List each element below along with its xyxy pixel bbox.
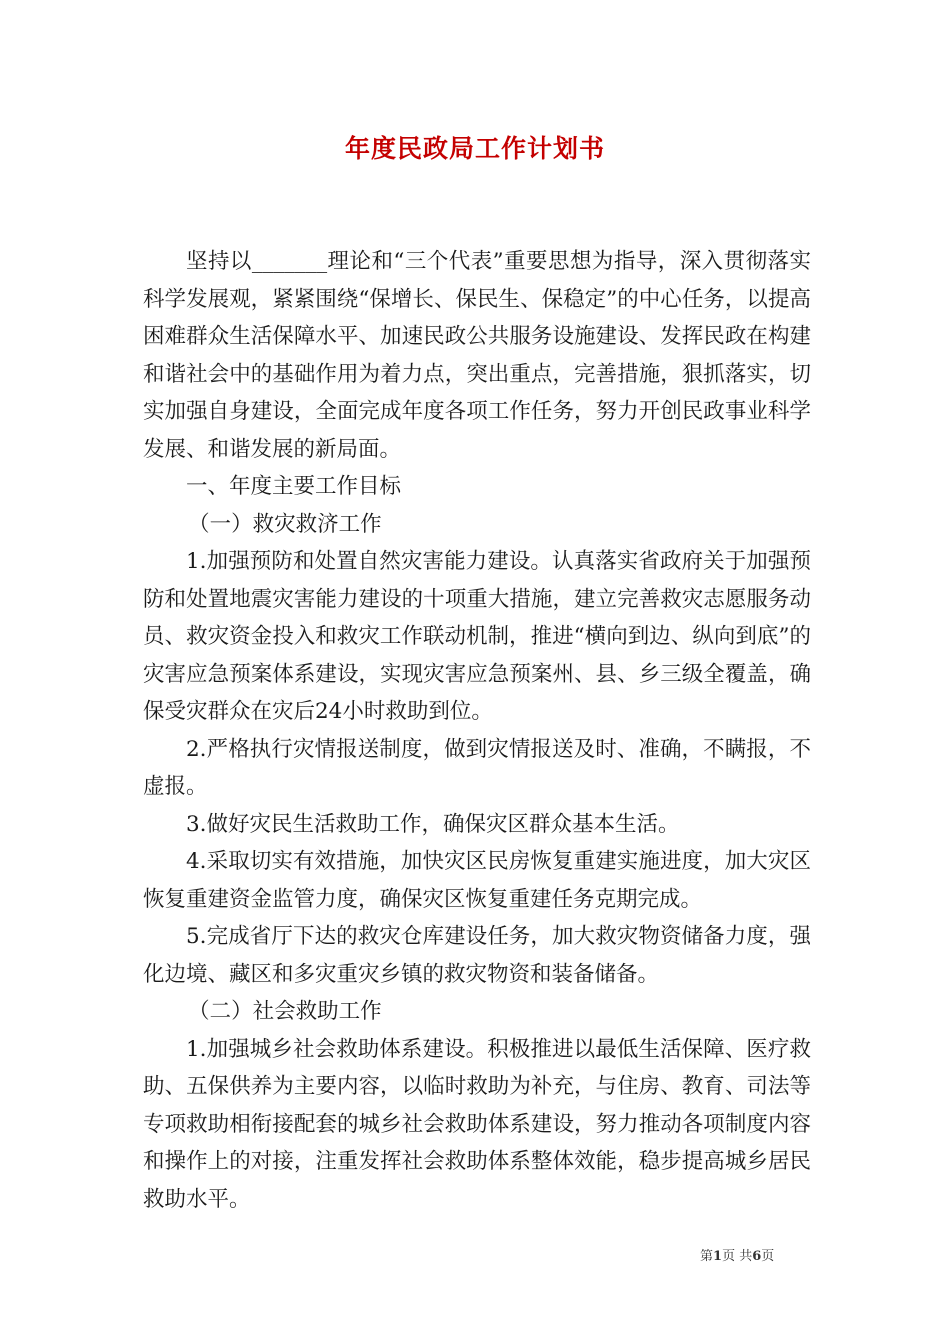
body-paragraph: 1.加强城乡社会救助体系建设。积极推进以最低生活保障、医疗救助、五保供养为主要内容，以临时救助为补充，与住房、教育、司法等专项救助相衔接配套的城乡社会救助体系建设，努力推动各项制度内容和操作上的对接，注重发挥社会救助体系整体效能，稳步提高城乡居民救助水平。 bbox=[143, 1036, 811, 1212]
footer-prefix: 第 bbox=[700, 1249, 714, 1264]
document-title: 年度民政局工作计划书 bbox=[344, 134, 605, 163]
section-heading: 一、年度主要工作目标 bbox=[186, 474, 402, 499]
body-paragraph: 1.加强预防和处置自然灾害能力建设。认真落实省政府关于加强预防和处置地震灾害能力建设的十项重大措施，建立完善救灾志愿服务动员、救灾资金投入和救灾工作联动机制，推进“横向到边、纵向到底”的灾害应急预案体系建设，实现灾害应急预案州、县、乡三级全覆盖，确保受灾群众在灾后24小时救助到位。 bbox=[143, 549, 811, 724]
current-page-number: 1 bbox=[713, 1249, 723, 1264]
body-paragraph: 3.做好灾民生活救助工作，确保灾区群众基本生活。 bbox=[186, 811, 680, 837]
body-paragraph: 5.完成省厅下达的救灾仓库建设任务，加大救灾物资储备力度，强化边境、藏区和多灾重灾乡镇的救灾物资和装备储备。 bbox=[143, 924, 811, 987]
intro-paragraph: 坚持以_______理论和“三个代表”重要思想为指导，深入贯彻落实科学发展观，紧紧围绕“保增长、保民生、保稳定”的中心任务，以提高困难群众生活保障水平、加速民政公共服务设施建设、发挥民政在构建和谐社会中的基础作用为着力点，突出重点，完善措施，狠抓落实，切实加强自身建设，全面完成年度各项工作任务，努力开创民政事业科学发展、和谐发展的新局面。 bbox=[143, 249, 811, 462]
page-number-footer bbox=[700, 1248, 810, 1266]
footer-suffix: 页 bbox=[761, 1249, 775, 1264]
subsection-heading: （一）救灾救济工作 bbox=[188, 511, 382, 537]
total-page-number: 6 bbox=[752, 1249, 762, 1264]
document-body bbox=[143, 243, 811, 1218]
body-paragraph: 4.采取切实有效措施，加快灾区民房恢复重建实施进度，加大灾区恢复重建资金监管力度，确保灾区恢复重建任务克期完成。 bbox=[143, 849, 811, 912]
footer-middle: 页 共 bbox=[722, 1249, 753, 1264]
subsection-heading: （二）社会救助工作 bbox=[188, 999, 382, 1024]
body-paragraph: 2.严格执行灾情报送制度，做到灾情报送及时、准确，不瞒报，不虚报。 bbox=[143, 736, 811, 799]
